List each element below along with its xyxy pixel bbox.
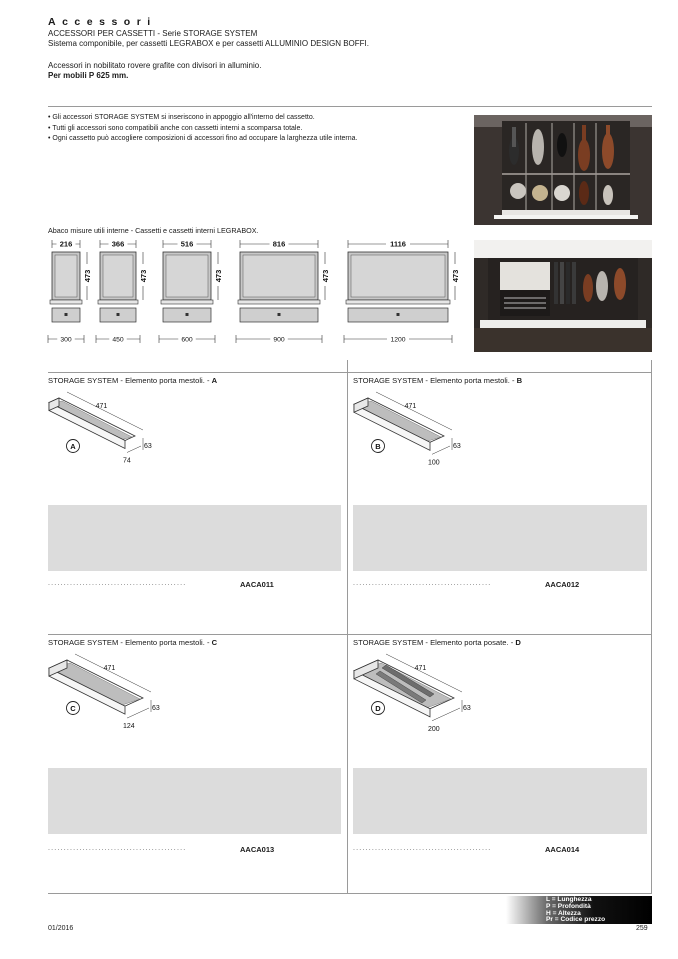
outer-width-label: 450 bbox=[112, 336, 124, 344]
material-description: Accessori in nobilitato rovere grafite con divisori in alluminio. bbox=[48, 61, 262, 70]
drawer-handle bbox=[117, 313, 120, 316]
depth-label: 124 bbox=[123, 723, 135, 731]
drawer-handle bbox=[278, 313, 281, 316]
drawer-rail bbox=[346, 300, 450, 304]
letter-badge-label: B bbox=[375, 441, 381, 451]
drawer-rail bbox=[50, 300, 82, 304]
drawer-rail bbox=[238, 300, 320, 304]
drawer-handle bbox=[65, 313, 68, 316]
drawer-rail bbox=[98, 300, 138, 304]
depth-label: 200 bbox=[428, 725, 440, 733]
item-c-price-box bbox=[48, 768, 341, 834]
item-b-drawing bbox=[351, 388, 471, 468]
outer-width-label: 300 bbox=[60, 336, 72, 344]
drawer-inner bbox=[166, 255, 208, 297]
grid-divider bbox=[48, 634, 652, 635]
item-b-title: STORAGE SYSTEM - Elemento porta mestoli. - B bbox=[353, 376, 523, 385]
drawer-inner bbox=[351, 255, 445, 297]
item-c-leader: ............................................ bbox=[48, 845, 187, 852]
feature-item: • Gli accessori STORAGE SYSTEM si inseriscono in appoggio all'interno del cassetto. bbox=[48, 113, 357, 124]
feature-item: • Ogni cassetto può accogliere composizioni di accessori fino ad occupare la larghezza utile interna. bbox=[48, 134, 357, 145]
item-b-price-box bbox=[353, 505, 647, 571]
depth-label: 74 bbox=[123, 457, 131, 465]
item-a-leader: ............................................ bbox=[48, 580, 187, 587]
item-c-title: STORAGE SYSTEM - Elemento porta mestoli. - C bbox=[48, 638, 218, 647]
inner-width-label: 216 bbox=[59, 239, 73, 249]
legend-entry: L = Lunghezza bbox=[546, 896, 592, 903]
inner-width-label: 816 bbox=[272, 239, 286, 249]
height-label: 63 bbox=[144, 443, 152, 450]
letter-badge-label: A bbox=[70, 441, 76, 451]
height-label: 473 bbox=[214, 269, 223, 283]
item-a-code: AACA011 bbox=[240, 580, 274, 589]
grid-divider bbox=[48, 372, 652, 373]
item-b-leader: ............................................ bbox=[353, 580, 492, 587]
grid-column-divider bbox=[651, 360, 652, 893]
item-c-code: AACA013 bbox=[240, 845, 275, 854]
depth-line bbox=[432, 708, 460, 721]
depth-line bbox=[127, 446, 141, 453]
drawer-photo-cutlery bbox=[474, 240, 652, 352]
legend-entry: H = Altezza bbox=[546, 909, 581, 917]
tray-floor bbox=[52, 401, 132, 440]
item-c-drawing bbox=[46, 650, 166, 736]
outer-width-label: 900 bbox=[273, 336, 285, 344]
feature-item: • Tutti gli accessori sono compatibili anche con cassetti interni a scomparsa totale. bbox=[48, 124, 357, 135]
drawer-rail bbox=[161, 300, 213, 304]
page-title: Accessori bbox=[48, 16, 157, 28]
letter-badge-label: D bbox=[375, 703, 381, 713]
length-label: 471 bbox=[95, 403, 108, 411]
depth-line bbox=[432, 446, 450, 454]
drawer-handle bbox=[186, 313, 189, 316]
item-d-title: STORAGE SYSTEM - Elemento porta posate. - D bbox=[353, 638, 521, 647]
legend-entry: P = Profondità bbox=[546, 903, 591, 910]
height-label: 473 bbox=[139, 269, 148, 283]
drawer-inner bbox=[243, 255, 315, 297]
feature-list bbox=[48, 113, 357, 145]
height-label: 473 bbox=[451, 269, 460, 283]
outer-width-label: 600 bbox=[181, 336, 193, 344]
depth-line bbox=[127, 708, 149, 718]
furniture-depth-note: Per mobili P 625 mm. bbox=[48, 71, 129, 80]
item-d-leader: ............................................ bbox=[353, 845, 492, 852]
series-subtitle: ACCESSORI PER CASSETTI - Serie STORAGE SYSTEM bbox=[48, 29, 258, 38]
height-label: 63 bbox=[453, 443, 461, 450]
page-number: 259 bbox=[636, 925, 648, 932]
footer-date: 01/2016 bbox=[48, 925, 74, 932]
drawer-handle bbox=[397, 313, 400, 316]
length-label: 471 bbox=[103, 665, 116, 673]
abaco-caption: Abaco misure utili interne - Cassetti e cassetti interni LEGRABOX. bbox=[48, 226, 259, 235]
item-b-code: AACA012 bbox=[545, 580, 580, 589]
length-label: 471 bbox=[414, 665, 427, 673]
length-label: 471 bbox=[404, 403, 417, 411]
item-a-price-box bbox=[48, 505, 341, 571]
height-label: 473 bbox=[83, 269, 92, 283]
drawer-inner bbox=[103, 255, 133, 297]
system-description: Sistema componibile, per cassetti LEGRABOX e per cassetti ALLUMINIO DESIGN BOFFI. bbox=[48, 39, 369, 48]
legend-entry: Pr = Codice prezzo bbox=[546, 916, 606, 923]
drawer-photo-utensils bbox=[474, 115, 652, 225]
grid-divider bbox=[48, 893, 652, 894]
inner-width-label: 1116 bbox=[390, 239, 406, 249]
depth-label: 100 bbox=[428, 459, 440, 467]
abaco-diagram bbox=[46, 236, 472, 348]
item-d-drawing bbox=[351, 650, 471, 736]
outer-width-label: 1200 bbox=[390, 336, 406, 344]
inner-width-label: 516 bbox=[180, 239, 194, 249]
tray-floor bbox=[357, 401, 441, 441]
item-d-code: AACA014 bbox=[545, 845, 580, 854]
drawer-inner bbox=[55, 255, 77, 297]
item-a-title: STORAGE SYSTEM - Elemento porta mestoli. - A bbox=[48, 376, 218, 385]
inner-width-label: 366 bbox=[111, 239, 125, 249]
letter-badge-label: C bbox=[70, 703, 76, 713]
item-a-drawing bbox=[46, 388, 166, 468]
header-divider bbox=[48, 106, 652, 107]
height-label: 63 bbox=[152, 705, 160, 712]
height-label: 63 bbox=[463, 705, 471, 712]
height-label: 473 bbox=[321, 269, 330, 283]
dimension-legend bbox=[506, 896, 652, 924]
item-d-price-box bbox=[353, 768, 647, 834]
grid-column-divider bbox=[347, 360, 348, 893]
